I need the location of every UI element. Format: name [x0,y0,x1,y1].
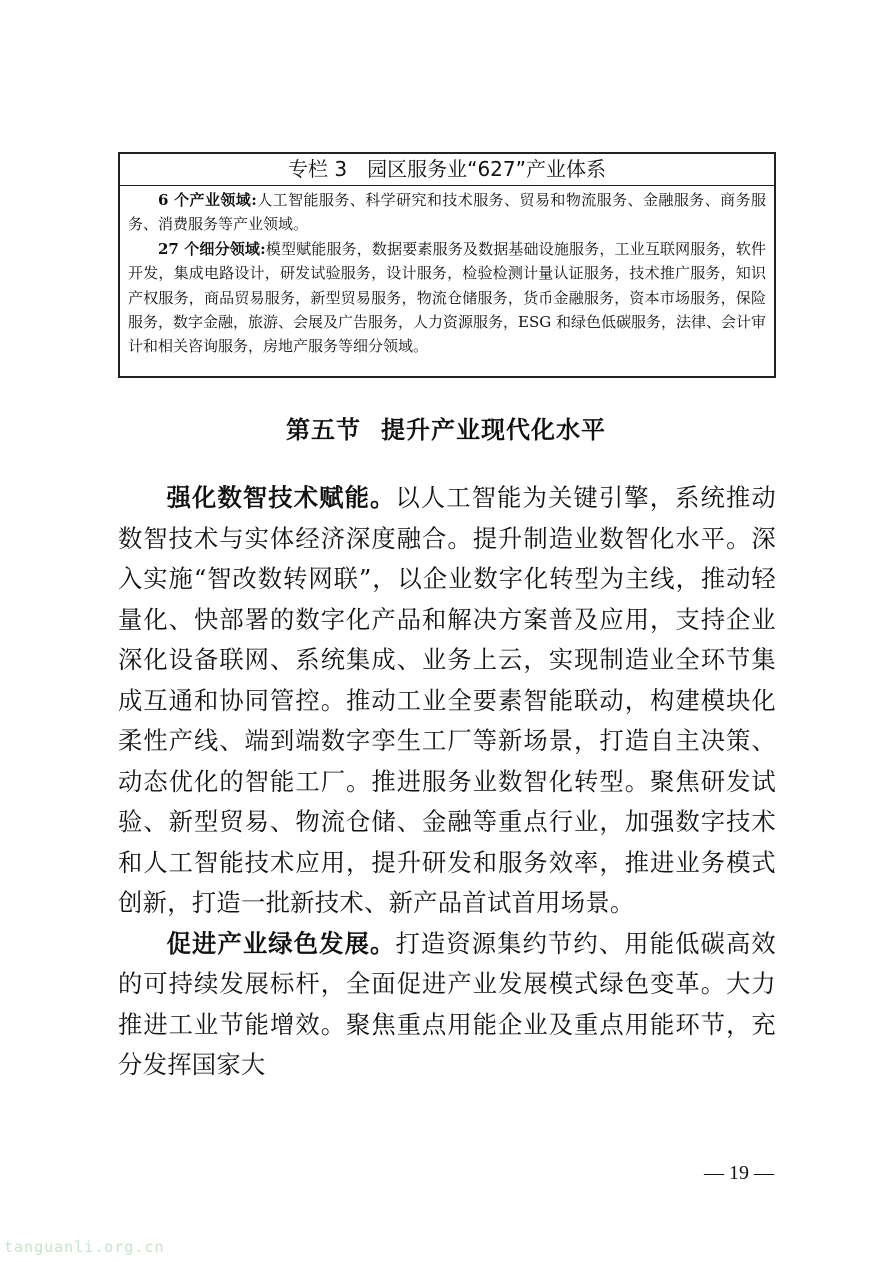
paragraph-text: 以人工智能为关键引擎，系统推动数智技术与实体经济深度融合。提升制造业数智化水平。深入实施“智改数转网联”，以企业数字化转型为主线，推动轻量化、快部署的数字化产品和解决方案普及应用，支持企业深化设备联网、系统集成、业务上云，实现制造业全环节集成互通和协同管控。推动工业全要素智能联动，构建模块化柔性产线、端到端数字孪生工厂等新场景，打造自主决策、动态优化的智能工厂。推进服务业数智化转型。聚焦研发试验、新型贸易、物流仓储、金融等重点行业，加强数字技术和人工智能技术应用，提升研发和服务效率，推进业务模式创新，打造一批新技术、新产品首试首用场景。 [118,483,777,917]
subdomains-label: 27 个细分领域: [158,239,266,258]
subdomains-paragraph [128,237,766,359]
column-box [118,152,776,378]
industry-domains-paragraph [128,188,766,237]
paragraph-green-development [118,924,776,1086]
industry-domains-label: 6 个产业领域: [158,191,257,209]
column-box-body [120,186,774,359]
section-heading [0,410,892,445]
paragraph-text: 打造资源集约节约、用能低碳高效的可持续发展标杆，全面促进产业发展模式绿色变革。大力推进工业节能增效。聚焦重点用能企业及重点用能环节，充分发挥国家大 [118,928,777,1079]
paragraph-lead: 强化数智技术赋能。 [166,483,396,512]
watermark: tanguanli.org.cn [4,1238,165,1256]
industry-domains-text: 人工智能服务、科学研究和技术服务、贸易和物流服务、金融服务、商务服务、消费服务等产业领域。 [128,191,766,234]
subdomains-text: 模型赋能服务，数据要素服务及数据基础设施服务，工业互联网服务，软件开发，集成电路设计，研发试验服务，设计服务，检验检测计量认证服务，技术推广服务，知识产权服务，商品贸易服务，新型贸易服务，物流仓储服务，货币金融服务，资本市场服务，保险服务，数字金融，旅游、会展及广告服务，人力资源服务，ESG 和绿色低碳服务，法律、会计审计和相关咨询服务，房地产服务等细分领域。 [128,239,766,356]
page-number: — 19 — [704,1162,774,1184]
paragraph-digital-empowerment [118,478,776,924]
section-number: 第五节 [286,416,361,444]
column-box-title: 专栏 3 园区服务业“627”产业体系 [120,154,774,186]
paragraph-lead: 促进产业绿色发展。 [166,928,396,958]
section-title: 提升产业现代化水平 [381,416,606,444]
body-text [118,478,776,1086]
